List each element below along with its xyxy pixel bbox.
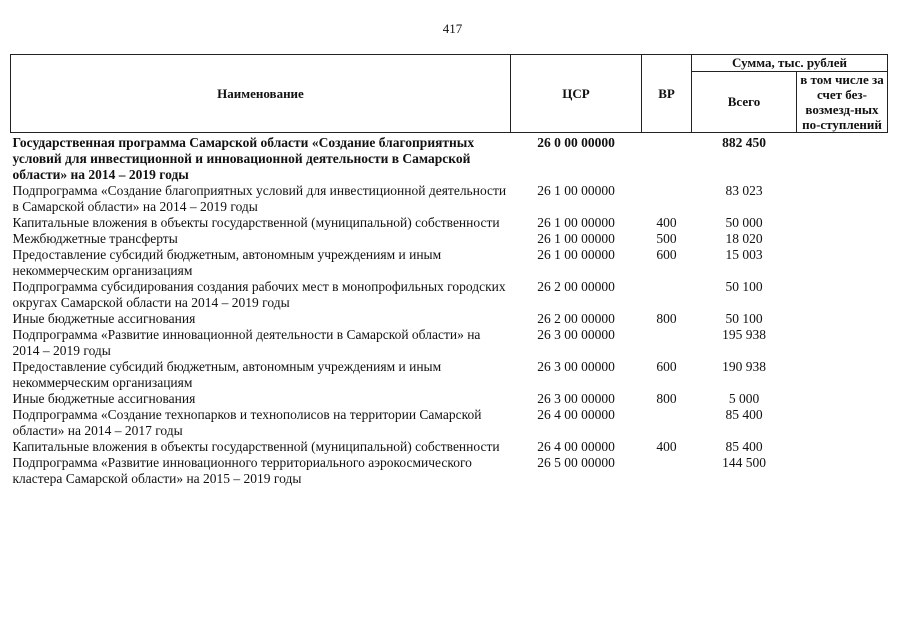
header-csr: ЦСР: [511, 55, 642, 133]
grants-cell: [797, 455, 888, 487]
total-cell: 15 003: [725, 246, 763, 262]
grants-cell: [797, 439, 888, 455]
grants-cell: [797, 183, 888, 215]
table-row: [11, 135, 888, 183]
total-cell: 195 938: [722, 326, 766, 342]
total-cell: 50 000: [725, 214, 763, 230]
total-cell: 50 100: [725, 278, 763, 294]
name-cell: Иные бюджетные ассигнования: [12, 310, 196, 326]
csr-cell: 26 1 00 00000: [537, 230, 615, 246]
table-row: [11, 279, 888, 311]
csr-cell: 26 3 00 00000: [537, 390, 615, 406]
table-row: [11, 391, 888, 407]
table-row: [11, 311, 888, 327]
header-vr: ВР: [642, 55, 692, 133]
grants-cell: [797, 215, 888, 231]
vr-cell: 500: [656, 230, 677, 246]
vr-cell: 600: [656, 246, 677, 262]
grants-cell: [797, 407, 888, 439]
name-cell: Иные бюджетные ассигнования: [12, 390, 196, 406]
csr-cell: 26 1 00 00000: [537, 214, 615, 230]
table-row: [11, 327, 888, 359]
table-row: [11, 359, 888, 391]
total-cell: 85 400: [725, 406, 763, 422]
name-cell: Капитальные вложения в объекты государственной (муниципальной) собственности: [12, 214, 500, 230]
csr-cell: 26 2 00 00000: [537, 310, 615, 326]
csr-cell: 26 0 00 00000: [537, 134, 615, 150]
total-cell: 144 500: [722, 454, 766, 470]
grants-cell: [797, 327, 888, 359]
page-number: 417: [442, 21, 463, 36]
name-cell: Предоставление субсидий бюджетным, автономным учреждениям и иным некоммерческим организациям: [12, 358, 442, 390]
name-cell: Межбюджетные трансферты: [12, 230, 178, 246]
name-cell: Подпрограмма «Развитие инновационного территориального аэрокосмического кластера Самарской области» на 2015 – 2019 годы: [12, 454, 472, 486]
vr-cell: 400: [656, 438, 677, 454]
vr-cell: [642, 183, 692, 215]
vr-cell: [642, 279, 692, 311]
vr-cell: [642, 407, 692, 439]
csr-cell: 26 2 00 00000: [537, 278, 615, 294]
grants-cell: [797, 359, 888, 391]
table-row: [11, 183, 888, 215]
total-cell: 882 450: [722, 134, 766, 150]
csr-cell: 26 1 00 00000: [537, 246, 615, 262]
table-row: [11, 455, 888, 487]
csr-cell: 26 4 00 00000: [537, 438, 615, 454]
table-row: [11, 439, 888, 455]
table-body: [11, 133, 888, 487]
grants-cell: [797, 247, 888, 279]
vr-cell: 400: [656, 214, 677, 230]
name-cell: Подпрограмма субсидирования создания рабочих мест в монопрофильных городских округах Самарской области на 2014 – 2019 годы: [12, 278, 506, 310]
table-header: [11, 55, 888, 133]
grants-cell: [797, 279, 888, 311]
csr-cell: 26 3 00 00000: [537, 358, 615, 374]
vr-cell: [642, 327, 692, 359]
total-cell: 85 400: [725, 438, 763, 454]
csr-cell: 26 3 00 00000: [537, 326, 615, 342]
csr-cell: 26 5 00 00000: [537, 454, 615, 470]
total-cell: 50 100: [725, 310, 763, 326]
table-row: [11, 247, 888, 279]
vr-cell: 800: [656, 390, 677, 406]
name-cell: Капитальные вложения в объекты государственной (муниципальной) собственности: [12, 438, 500, 454]
budget-table: [10, 54, 888, 487]
grants-cell: [797, 391, 888, 407]
table-row: [11, 231, 888, 247]
grants-cell: [797, 231, 888, 247]
total-cell: 18 020: [725, 230, 763, 246]
vr-cell: [642, 135, 692, 183]
header-total: Всего: [692, 72, 797, 133]
total-cell: 5 000: [728, 390, 760, 406]
table-row: [11, 407, 888, 439]
total-cell: 190 938: [722, 358, 766, 374]
grants-cell: [797, 311, 888, 327]
name-cell: Государственная программа Самарской области «Создание благоприятных условий для инвестиционной и инновационной деятельности в Самарской области» на 2014 – 2019 годы: [12, 134, 475, 182]
header-sum-group: Сумма, тыс. рублей: [692, 55, 888, 72]
name-cell: Подпрограмма «Создание технопарков и технополисов на территории Самарской области» на 2014 – 2017 годы: [12, 406, 482, 438]
vr-cell: [642, 455, 692, 487]
total-cell: 83 023: [725, 182, 763, 198]
grants-cell: [797, 135, 888, 183]
header-name: Наименование: [11, 55, 511, 133]
name-cell: Подпрограмма «Создание благоприятных условий для инвестиционной деятельности в Самарской области» на 2014 – 2019 годы: [12, 182, 507, 214]
vr-cell: 600: [656, 358, 677, 374]
header-grants: в том числе за счет без-возмезд-ных по-ступлений: [797, 72, 888, 133]
name-cell: Подпрограмма «Развитие инновационной деятельности в Самарской области» на 2014 – 2019 годы: [12, 326, 481, 358]
name-cell: Предоставление субсидий бюджетным, автономным учреждениям и иным некоммерческим организациям: [12, 246, 442, 278]
table-row: [11, 215, 888, 231]
csr-cell: 26 1 00 00000: [537, 182, 615, 198]
vr-cell: 800: [656, 310, 677, 326]
csr-cell: 26 4 00 00000: [537, 406, 615, 422]
